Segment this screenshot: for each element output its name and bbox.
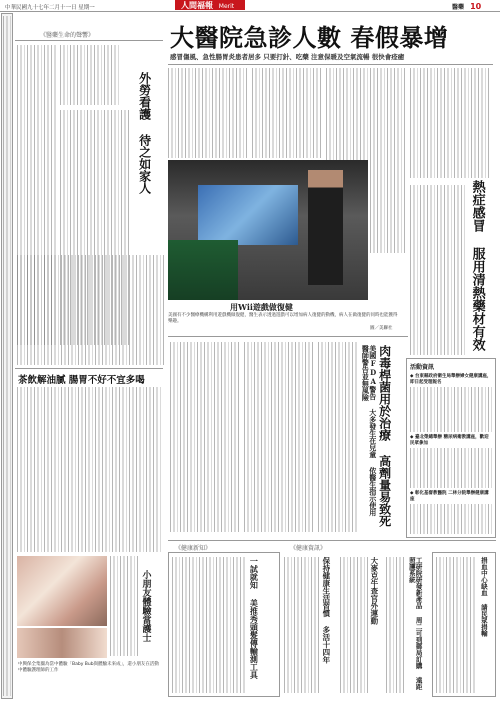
center-story-col-3	[318, 342, 358, 532]
left-story-divider	[15, 368, 163, 369]
story2-text-block	[17, 387, 163, 552]
main-headline: 大醫院急診人數 春假暴增	[170, 23, 449, 52]
feature-title: 外勞看護 待之如家人	[137, 72, 152, 194]
main-subhead: 感冒傷風、急性腸胃炎患者居多 只要打針、吃藥 注意保暖及空氣流暢 很快會痊癒	[170, 53, 405, 61]
center-story-rule	[168, 336, 408, 337]
story2-title: 茶飲解油膩 腸胃不好不宜多喝	[18, 375, 145, 386]
bottom-col2-text	[284, 557, 320, 693]
bottom-col3-text	[340, 557, 368, 693]
notice-item: ◆ 台東縣政府衛生局舉辦婦女健康講座，即日起受理報名	[410, 374, 492, 385]
left-column-header: 《醫藥生命的聲響》	[40, 32, 95, 39]
side-story-text	[410, 185, 465, 355]
notice-item-text	[410, 448, 492, 488]
brand-subtitle: Merit Times	[181, 3, 235, 22]
center-story-col-2	[244, 342, 314, 532]
left-edge-strip	[1, 13, 13, 699]
notice-box-header: 活動資訊	[410, 364, 435, 371]
headline-rule	[168, 64, 493, 65]
wii-tv-screen	[198, 185, 298, 245]
main-story-col-2	[252, 68, 322, 158]
center-story-subhead: 美國FDA警告 大多發生在兒童 依醫生指示使用 醫師警告並無風險	[361, 345, 378, 516]
section-label	[452, 2, 481, 11]
kids-photo-caption-side	[110, 556, 138, 656]
bottom-col2-title: 保持健康生活習慣 多活十四年	[321, 557, 331, 664]
center-story-headline: 肉毒桿菌用於治療 高劑量易致死	[377, 345, 392, 527]
bottom-box-header-1: 《健康新知》	[175, 545, 212, 552]
notice-box	[406, 358, 496, 538]
main-story-col-1	[168, 68, 248, 158]
kids-photo-2	[17, 628, 107, 658]
bottom-col4-text	[386, 557, 406, 693]
wii-photo	[168, 160, 368, 300]
masthead-rule	[0, 11, 500, 12]
notice-item-text	[410, 504, 492, 534]
notice-item: ◆ 臺北榮總舉辦 糖尿病衛教講座，歡迎民眾參加	[410, 435, 489, 446]
date-line: 中華民國九十七年二月十一日 星期一	[5, 5, 95, 11]
bottom-col5-title: 捐血中心缺血 請民眾捐輸	[479, 557, 488, 637]
notice-item: ◆ 彰化基督教醫院 二林分院舉辦健康講座	[410, 491, 489, 502]
main-story-col-4	[410, 68, 490, 178]
wii-caption-title: 用Wii遊戲做復健	[230, 302, 293, 312]
section-name: 醫藥	[452, 4, 465, 11]
notice-item-text	[410, 387, 492, 432]
bottom-col4-title: 工研院研發新產品 周二可到郵局訂購 遠距照護系統	[407, 557, 423, 690]
kids-photo	[17, 556, 107, 626]
center-story-col-1	[170, 342, 240, 532]
brand-name: 人間福報	[181, 0, 213, 10]
left-column-text-block-4	[17, 255, 165, 365]
bottom-col1-title: 一試就知 美推秀頭髮傳輸測工具	[249, 557, 260, 679]
side-headline: 熱症感冒 服用清熱藥材有效	[469, 180, 485, 351]
left-column-text-block-2	[60, 45, 120, 105]
page-number: 10	[470, 2, 482, 11]
kids-caption-detail: 中興保全集團為當中體驗「Baby Bub與體驗未來成」，還小朋友在活動中體驗護理師的工作	[18, 662, 159, 673]
wii-caption-credit: 圖／美聯社	[370, 326, 393, 331]
brand-logo	[175, 0, 245, 22]
bottom-col1-text	[172, 557, 246, 693]
wii-caption-text: 美國有不少醫療機構利用遊戲機做復健，醫生表示透過遊戲可以增加病人復健的動機，病人在做復健的同時也能獲得樂趣。	[168, 313, 398, 324]
bottom-row-rule	[168, 540, 496, 541]
bottom-box-header-2: 《健康資訊》	[290, 545, 327, 552]
bottom-col5-text	[436, 557, 476, 693]
kids-photo-caption: 小朋友體驗當護士	[140, 570, 151, 642]
left-header-rule	[15, 40, 163, 41]
wii-patient	[168, 240, 238, 300]
wii-player	[308, 170, 343, 285]
bottom-col3-title: 大麥克牛查官外運動	[369, 557, 379, 625]
